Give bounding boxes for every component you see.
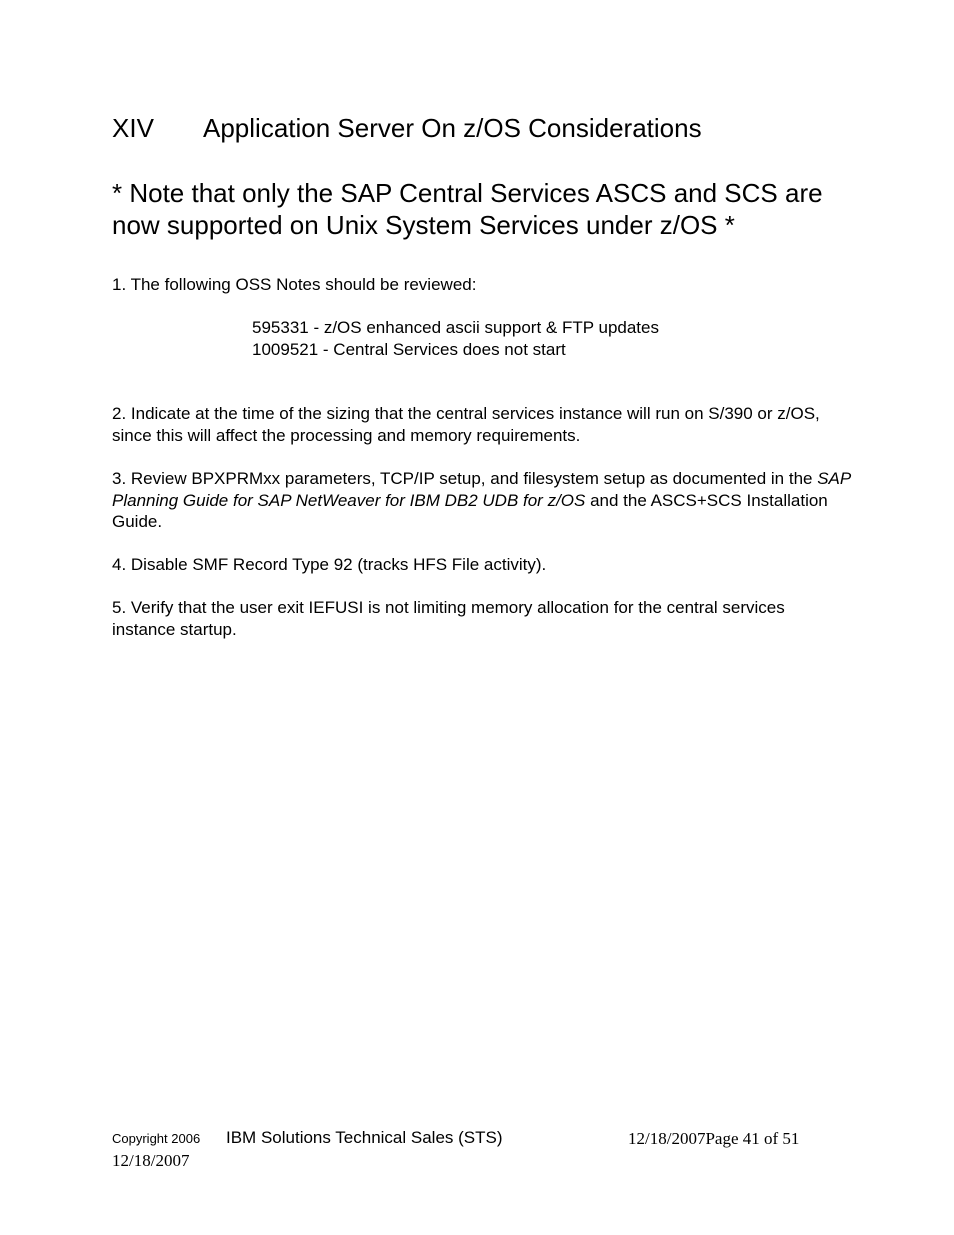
item-1: 1. The following OSS Notes should be reviewed: xyxy=(112,275,477,294)
oss-notes-list xyxy=(252,317,659,360)
item-2: 2. Indicate at the time of the sizing that the central services instance will run on S/390 or z/OS, since this will affect the processing and memory requirements. xyxy=(112,404,820,445)
footer-date: 12/18/2007 xyxy=(112,1151,190,1170)
section-number: XIV xyxy=(112,113,154,143)
section-title: Application Server On z/OS Considerations xyxy=(203,113,702,143)
oss-note-item: 595331 - z/OS enhanced ascii support & FTP updates xyxy=(252,318,659,337)
item-3-text-end: and the ASCS+SCS Installation Guide. xyxy=(112,490,828,531)
oss-note-item: 1009521 - Central Services does not start xyxy=(252,339,566,359)
item-5: 5. Verify that the user exit IEFUSI is not limiting memory allocation for the central services instance startup. xyxy=(112,598,785,639)
section-heading xyxy=(112,112,702,144)
item-3 xyxy=(112,468,852,533)
footer-company: IBM Solutions Technical Sales (STS) xyxy=(226,1128,503,1147)
footer-copyright: Copyright 2006 xyxy=(112,1131,201,1146)
footer-page-info: 12/18/2007Page 41 of 51 xyxy=(628,1129,800,1148)
item-3-text-start: 3. Review BPXPRMxx parameters, TCP/IP setup, and filesystem setup as documented in the xyxy=(112,469,818,488)
planning-guide-title: SAP Planning Guide for SAP NetWeaver for IBM DB2 UDB for z/OS xyxy=(112,469,851,510)
page-footer xyxy=(112,1128,832,1176)
support-note: * Note that only the SAP Central Services ASCS and SCS are now supported on Unix System Services under z/OS * xyxy=(112,178,823,240)
item-4: 4. Disable SMF Record Type 92 (tracks HFS File activity). xyxy=(112,555,547,574)
